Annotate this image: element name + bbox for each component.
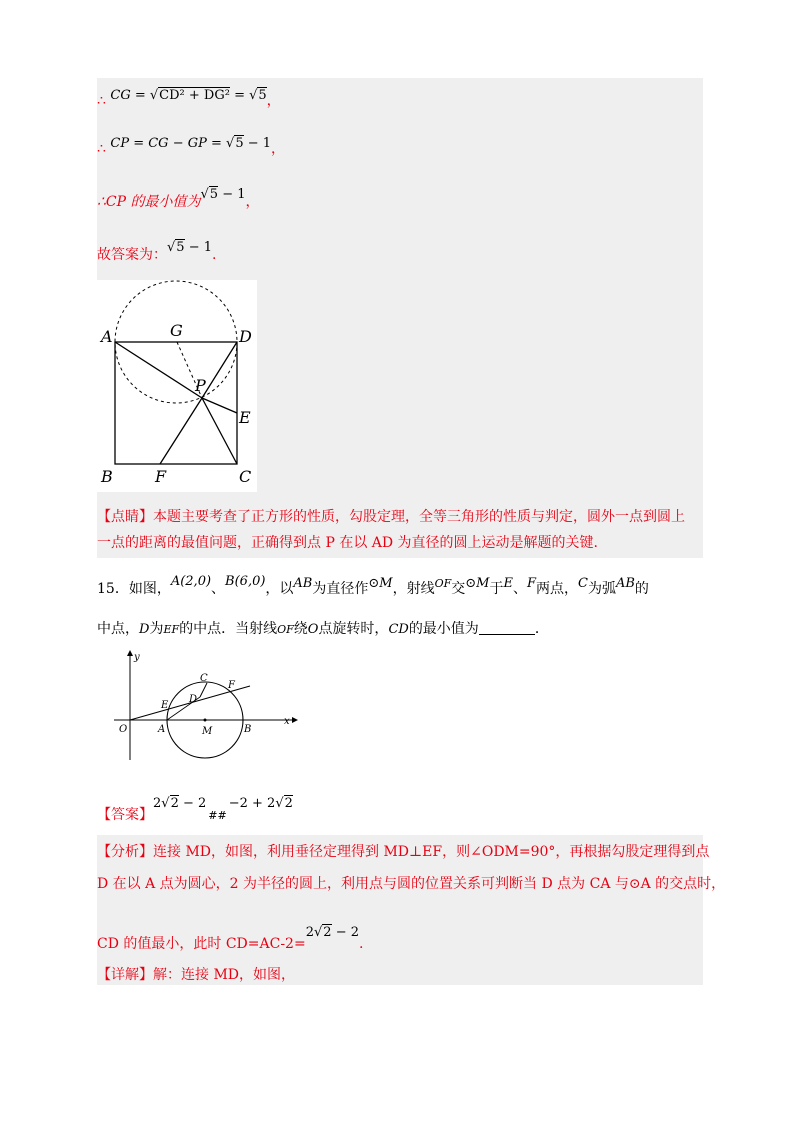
dianjing-text-2: 一点的距离的最值问题，正确得到点 P 在以 AD 为直径的圆上运动是解题的关键.	[97, 535, 599, 551]
answer-v2-pre: −2 + 2	[228, 796, 276, 811]
eq2-lhs: CP = CG − GP =	[110, 136, 227, 151]
label-E: E	[161, 700, 169, 711]
answer-v1-rad: 2	[170, 796, 179, 811]
label-D: D	[189, 694, 198, 705]
coordinate-circle-figure	[110, 648, 300, 764]
text-10: 中点，	[97, 621, 139, 637]
point-F: F	[526, 576, 536, 591]
answer-separator: ##	[208, 809, 227, 822]
point-D: D	[139, 622, 150, 637]
label-M: M	[202, 726, 213, 737]
min-value-text: ∴CP 的最小值为	[97, 194, 201, 210]
analysis-line-1	[97, 841, 709, 863]
text-8: 为弧	[587, 581, 616, 597]
min-value-tail: − 1	[218, 187, 246, 202]
problem-15-line-2	[97, 618, 549, 641]
analysis-text-1: 连接 MD，如图，利用垂径定理得到 MD⊥EF，则∠ODM=90°，再根据勾股定理得到点	[153, 844, 710, 860]
dianjing-text-1: 本题主要考查了正方形的性质，勾股定理，全等三角形的性质与判定，圆外一点到圆上	[153, 509, 685, 525]
label-F: F	[155, 467, 167, 486]
analysis-tail: − 2	[331, 925, 359, 940]
answer-v1-tail: − 2	[178, 796, 207, 811]
label-C: C	[200, 673, 208, 684]
answer-line: 【答案】2√2 − 2##−2 + 2√2	[97, 796, 293, 823]
eq1-radicand: CD² + DG²	[159, 88, 230, 103]
text-7: 两点，	[536, 581, 578, 597]
answer-blank	[479, 620, 535, 635]
answer-v1-pre: 2	[153, 796, 162, 811]
ray-OF: OF	[434, 577, 452, 590]
seg-EF: EF	[163, 623, 180, 636]
text-4: 交	[451, 581, 466, 597]
analysis-num: 2	[305, 925, 314, 940]
eq2-tail: − 1	[243, 136, 272, 151]
comma: ，	[266, 93, 281, 109]
text-12: 的中点．当射线	[179, 621, 278, 637]
analysis-tag: 【分析】	[97, 844, 153, 860]
dianjing-line-1	[97, 506, 685, 528]
therefore-symbol: ∴	[97, 141, 106, 157]
solution-line-3: ∴CP 的最小值为√5 − 1，	[97, 187, 260, 210]
text-11: 为	[149, 621, 164, 637]
point-C: C	[578, 576, 588, 591]
separator: 、	[211, 581, 226, 597]
dianjing-line-2	[97, 532, 598, 554]
solution-line-1: ∴ CG = √CD² + DG² = √5，	[97, 88, 281, 109]
label-y: y	[134, 652, 140, 663]
label-C: C	[239, 467, 252, 486]
text-16: ．	[534, 621, 549, 637]
answer-prefix: 故答案为：	[97, 247, 167, 263]
text-5: 于	[489, 581, 504, 597]
label-x: x	[284, 716, 290, 727]
label-B: B	[101, 467, 113, 486]
label-F: F	[228, 680, 235, 691]
text-9: 的	[634, 581, 649, 597]
dianjing-tag: 【点睛】	[97, 509, 153, 525]
point-E: E	[503, 576, 513, 591]
point-A: A(2,0)	[170, 574, 212, 589]
circle-M: ⊙M	[465, 576, 490, 591]
point-O: O	[307, 622, 319, 637]
analysis-text-3: CD 的值最小，此时 CD=AC-2=	[97, 936, 306, 952]
answer-tag: 【答案】	[97, 807, 153, 823]
label-B: B	[244, 724, 252, 735]
label-P: P	[195, 376, 206, 395]
min-value-radicand: 5	[209, 187, 219, 202]
text-6: 、	[512, 581, 527, 597]
detail-tag: 【详解】	[97, 967, 153, 983]
analysis-end: .	[359, 936, 364, 952]
eq2-radicand: 5	[235, 136, 244, 151]
problem-15-line-1	[97, 571, 649, 600]
therefore-symbol: ∴	[97, 93, 106, 109]
text-1: ，以	[265, 581, 294, 597]
seg-CD: CD	[388, 622, 409, 637]
arc-AB: AB	[615, 576, 635, 591]
analysis-rad: 2	[323, 925, 332, 940]
seg-AB: AB	[293, 576, 313, 591]
comma: ，	[245, 194, 260, 210]
answer-radicand: 5	[176, 240, 185, 255]
analysis-line-2	[97, 873, 725, 895]
ray-OF: OF	[277, 623, 294, 636]
label-O: O	[119, 724, 128, 735]
detail-text: 解：连接 MD，如图，	[153, 967, 296, 983]
problem-number: 15．如图，	[97, 581, 171, 597]
point-B: B(6,0)	[225, 574, 266, 589]
text-14: 点旋转时，	[318, 621, 389, 637]
label-A: A	[101, 327, 113, 346]
solution-line-4: 故答案为：√5 − 1.	[97, 240, 217, 263]
text-2: 为直径作	[312, 581, 369, 597]
answer-v2-rad: 2	[284, 796, 293, 811]
period: .	[212, 247, 217, 263]
solution-line-2: ∴ CP = CG − GP = √5 − 1，	[97, 136, 286, 157]
analysis-text-2: D 在以 A 点为圆心，2 为半径的圆上，利用点与圆的位置关系可判断当 D 点为 CA 与⊙A 的交点时，	[97, 876, 726, 892]
analysis-line-3: CD 的值最小，此时 CD=AC-2=2√2 − 2.	[97, 925, 364, 952]
square-circle-figure	[97, 280, 257, 492]
text-13: 绕	[293, 621, 308, 637]
detail-line	[97, 964, 295, 986]
label-E: E	[239, 408, 251, 427]
eq1-lhs: CG	[110, 88, 131, 103]
eq1-rhs: 5	[258, 88, 267, 103]
text-15: 的最小值为	[408, 621, 479, 637]
label-A: A	[158, 724, 166, 735]
label-G: G	[170, 321, 183, 340]
answer-tail: − 1	[184, 240, 213, 255]
comma: ，	[271, 141, 286, 157]
label-D: D	[239, 327, 252, 346]
circle-M: ⊙M	[368, 576, 393, 591]
text-3: ，射线	[392, 581, 435, 597]
